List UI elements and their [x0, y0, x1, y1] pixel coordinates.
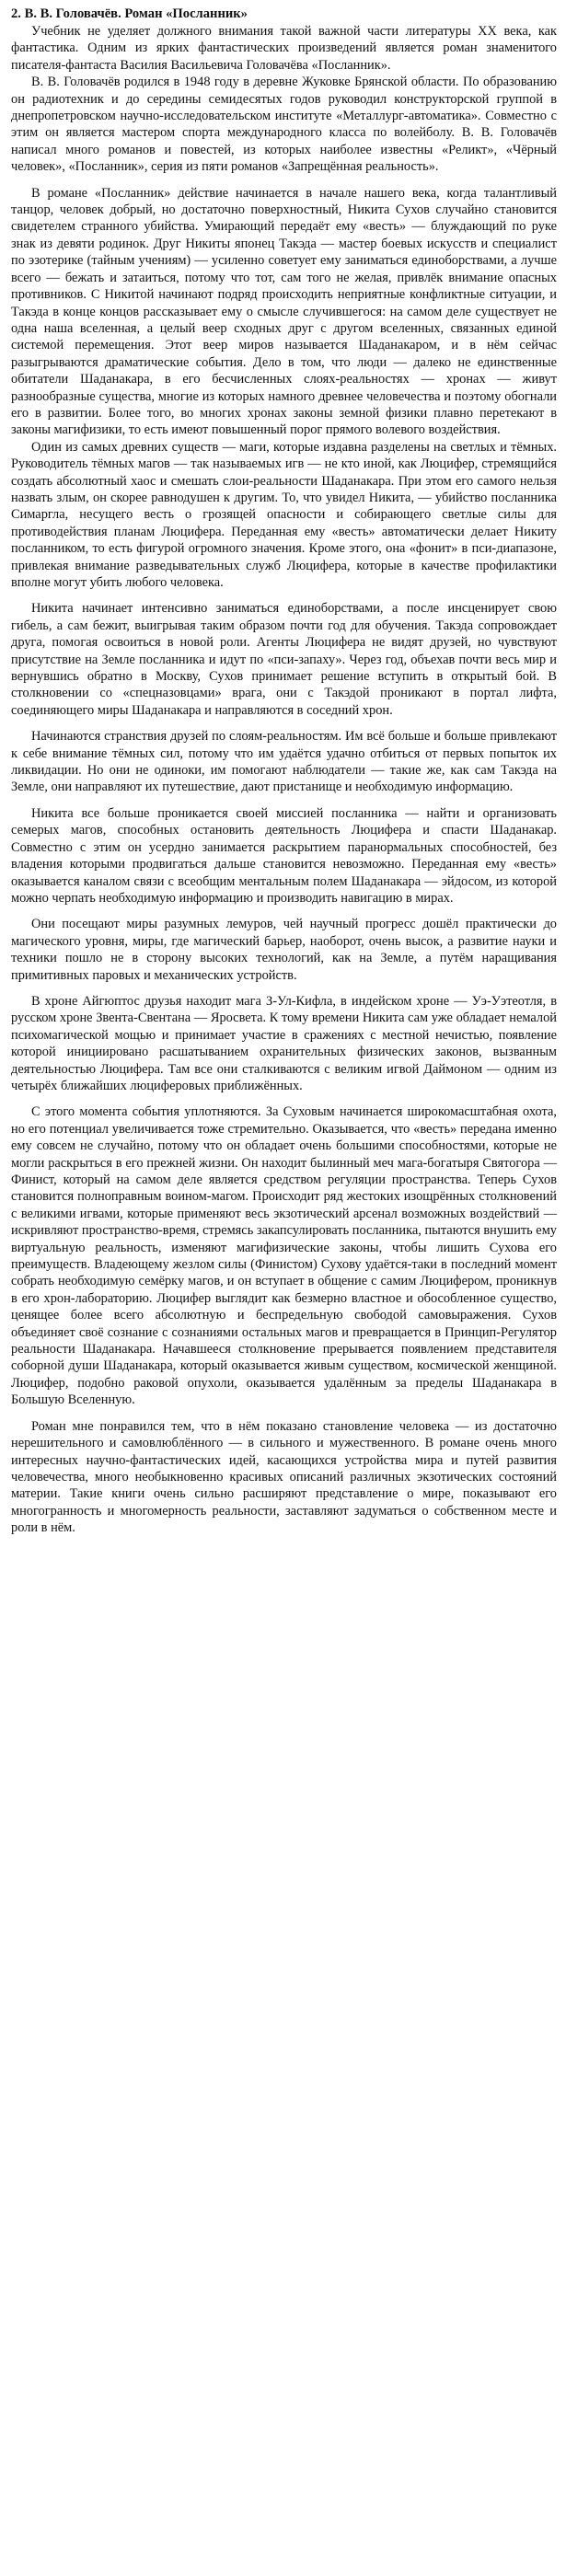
paragraph-climax: С этого момента события уплотняются. За Суховым начинается широкомасштабная охота, но его потенциал увеличивается тоже стремительно. Оказывается, что «весть» передана именно ему совсем не случайно, потому что он обладает очень большими способностями, которые не могли раскрыться в его прежней жизни. Он находит былинный меч мага-богатыря Святогора — Финист, который на самом деле является средством регуляции пространства. Теперь Сухов становится полноправным воином-магом. Происходит ряд жестоких изощрённых столкновений с великими игвами, которые применяют весь экзотический арсенал возможных воздействий — искривляют пространство-время, стремясь закапсулировать посланника, пытаются внушить ему виртуальную реальность, изменяют магифизические законы, чтобы лишить Сухова его преимуществ. Владеющему жезлом силы (Финистом) Сухову удаётся-таки в последний момент собрать необходимую семёрку магов, и он вступает в общение с самим Люцифером, проникнув в его хрон-лабораторию. Люцифер выглядит как безмерно властное и обособленное существо, ценящее более всего абсолютную и беспредельную свободой самовыражения. Сухов объединяет своё сознание с сознаниями остальных магов и превращается в Принцип-Регулятор реальности Шаданакара. Начавшееся столкновение прерывается появлением представителя соборной души Шаданакара, который оказывается живым существом, космической женщиной. Люцифер, подобно раковой опухоли, оказывается удалённым за пределы Шаданакара в Большую Вселенную.	[11, 1104, 557, 1408]
paragraph-wanderings: Начинаются странствия друзей по слоям-реальностям. Им всё больше и больше привлекают к себе внимание тёмных сил, потому что им удаётся удачно отбиться от первых попыток их ликвидации. Но они не одиноки, им помогают наблюдатели — такие же, как сам Такэда на Земле, они направляют их путешествие, дают пристанище и необходимую информацию.	[11, 729, 557, 795]
paragraph-mission: Никита все больше проникается своей миссией посланника — найти и организовать семерых магов, способных остановить деятельность Люцифера и спасти Шаданакар. Совместно с этим он усердно занимается раскрытием паранормальных способностей, без владения которыми продвигаться дальше становится невозможно. Переданная ему «весть» оказывается каналом связи с всеобщим ментальным полем Шаданакара — эйдосом, из которой можно черпать необходимую информацию и производить навигацию в мирах.	[11, 805, 557, 906]
document-heading: 2. В. В. Головачёв. Роман «Посланник»	[11, 6, 248, 21]
paragraph-author-bio: В. В. Головачёв родился в 1948 году в деревне Жуковке Брянской области. По образованию он радиотехник и до середины семидесятых годов руководил конструкторской группой в днепропетровском научно-исследовательском институте «Металлург-автоматика». Совместно с этим он является мастером спорта международного класса по волейболу. В. В. Головачёв написал много романов и повестей, из которых наиболее известны «Реликт», «Чёрный человек», «Посланник», серия из пяти романов «Запрещённая реальность».	[11, 75, 557, 175]
paragraph-conclusion: Роман мне понравился тем, что в нём показано становление человека — из достаточно нерешительного и самовлюблённого — в сильного и мужественного. В романе очень много интересных научно-фантастических идей, касающихся устройства мира и путей развития человечества, много необыкновенно красивых описаний различных экзотических состояний материи. Такие книги очень сильно расширяют представление о мире, показывают его многогранность и многомерность реальности, заставляют задуматься о собственном месте и роли в нём.	[11, 1418, 557, 1536]
paragraph-found-magi: В хроне Айгюптос друзья находит мага З-Ул-Кифла, в индейском хроне — Уэ-Уэтеотля, в русском хроне Звента-Свентана — Яросвета. К тому времени Никита сам уже обладает немалой психомагической мощью и принимает участие в сражениях с местной нечистью, появление которой инициировано расшатыванием охранительных физических законов, вызванным деятельностью Люцифера. Там все они сталкиваются с великим игвой Даймоном — одним из четырёх ближайших люциферовых приближённых.	[11, 993, 557, 1093]
paragraph-worlds: Они посещают миры разумных лемуров, чей научный прогресс дошёл практически до магического уровня, миры, где магический барьер, наоборот, очень высок, а развитие науки и техники пошло не в сторону высоких технологий, как на Земле, а путём наращивания примитивных паровых и механических устройств.	[11, 917, 557, 983]
paragraph-intro: Учебник не уделяет должного внимания такой важной части литературы XX века, как фантастика. Одним из ярких фантастических произведений является роман знаменитого писателя-фантаста Василия Васильевича Головачёва «Посланник».	[11, 24, 557, 73]
paragraph-training: Никита начинает интенсивно заниматься единоборствами, а после инсценирует свою гибель, а сам бежит, выигрывая таким образом почти год для обучения. Такэда сопровождает друга, помогая освоиться в новой роли. Агенты Люцифера не видят друзей, но чувствуют присутствие на Земле посланника и идут по «пси-запаху». Через год, объехав почти весь мир и вернувшись обратно в Москву, Сухов принимает решение вступить в открытый бой. В столкновении со «спецназовцами» врага, они с Такэдой проникают в портал лифта, соединяющего миры Шаданакара и направляются в соседний хрон.	[11, 601, 557, 718]
paragraph-plot-beginning: В романе «Посланник» действие начинается в начале нашего века, когда талантливый танцор, человек добрый, но достаточно поверхностный, Никита Сухов случайно становится свидетелем странного убийства. Умирающий передаёт ему «весть» — блуждающий по руке знак из девяти родинок. Друг Никиты японец Такэда — мастер боевых искусств и специалист по эзотерике (тайным учениям) — усиленно советует ему заниматься единоборствами, а лучше всего — бежать и затаиться, потому что тот, сам того не желая, привлёк внимание опасных противников. С Никитой начинают подряд происходить неприятные конфликтные ситуации, и Такэда в конце концов рассказывает ему о смысле случившегося: на самом деле существует не одна наша вселенная, а целый веер сходных друг с другом вселенных, связанных единой системой перемещения. Этот веер миров называется Шаданакаром, и в нём сейчас разыгрываются драматические события. Дело в том, что люди — далеко не единственные обитатели Шаданакара, в его бесчисленных слоях-реальностях — хронах — живут разнообразные существа, многие из которых намного древнее человечества и поэтому обогнали его в развитии. Более того, во многих хронах законы земной физики плавно перетекают в законы магифизики, то есть имеют повышенный порог прямого волевого воздействия.	[11, 185, 557, 438]
paragraph-magi: Один из самых древних существ — маги, которые издавна разделены на светлых и тёмных. Руководитель тёмных магов — так называемых игв — не кто иной, как Люцифер, стремящийся создать абсолютный хаос и смешать слои-реальности Шаданакара. При этом его самого нельзя назвать злым, он скорее равнодушен к другим. То, что увидел Никита, — убийство посланника Симаргла, несущего весть о грозящей опасности и собирающего светлые силы для противодействия планам Люцифера. Переданная ему «весть» автоматически делает Никиту посланником, то есть фигурой огромного значения. Кроме этого, она «фонит» в пси-диапазоне, привлекая внимание разведывательных служб Люцифера, которые в качестве профилактики вполне могут убить любого человека.	[11, 439, 557, 590]
